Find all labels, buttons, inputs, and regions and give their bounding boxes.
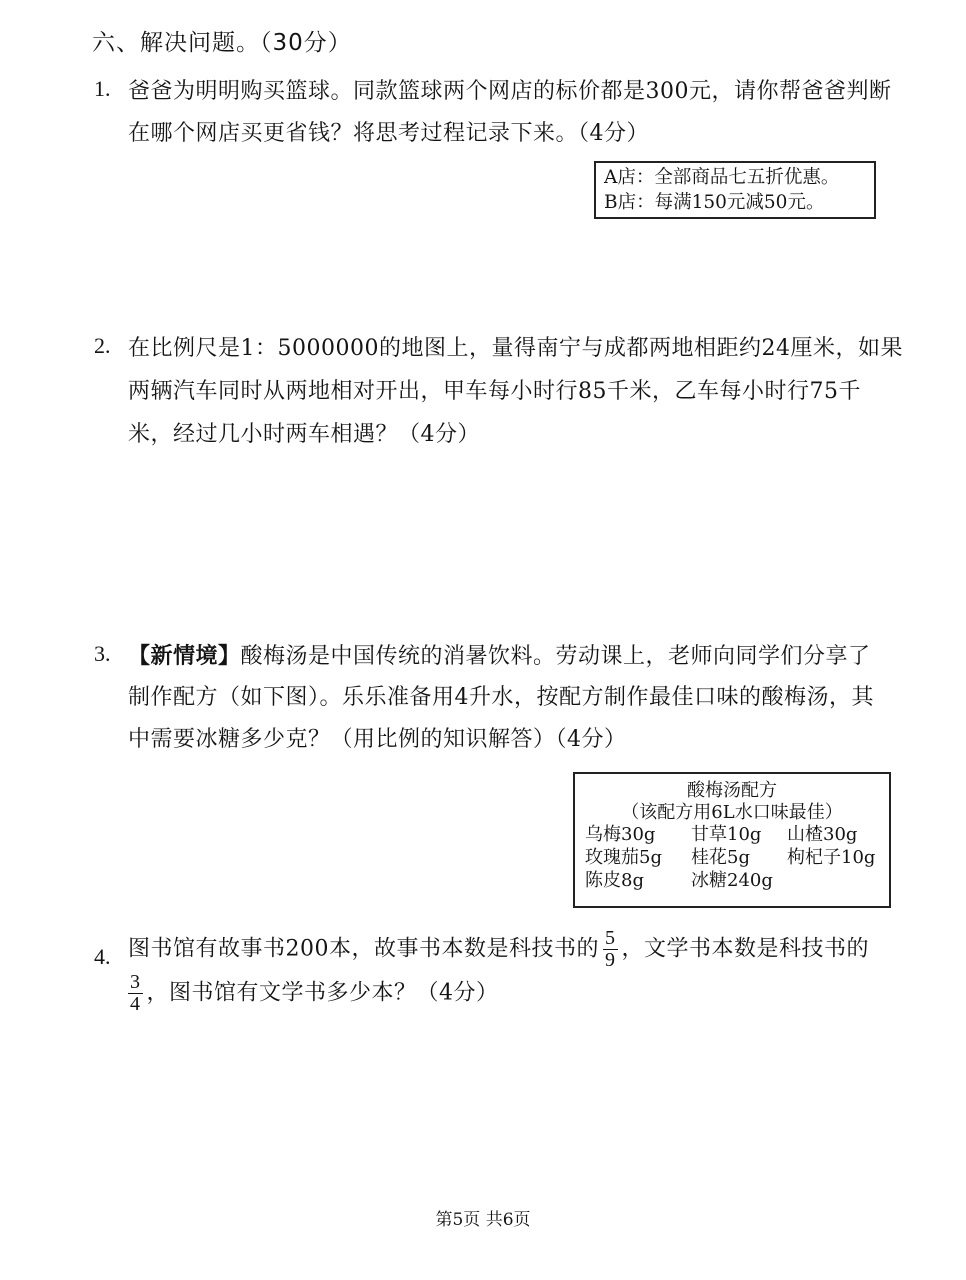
q2-line-3: 米，经过几小时两车相遇？（4分） [128,422,480,447]
q4-line-1 [128,928,869,971]
q2-number: 2. [94,333,111,358]
q3-line-1 [128,639,871,670]
q3-line-2: 制作配方（如下图）。乐乐准备用4升水，按配方制作最佳口味的酸梅汤，其 [128,685,874,710]
q4-line-1-a: 图书馆有故事书200本，故事书本数是科技书的 [128,936,599,962]
section-title: 六、解决问题。（30分） [92,30,352,56]
fraction-numerator: 5 [605,927,616,949]
recipe-item: 甘草10g [691,824,762,845]
q4-number: 4. [94,944,111,969]
q4-line-2 [124,972,499,1015]
q3-number: 3. [94,641,111,666]
q1-store-box [594,161,876,219]
recipe-subtitle: （该配方用6L水口味最佳） [621,802,843,823]
recipe-item: 乌梅30g [585,824,656,845]
recipe-item: 冰糖240g [691,870,773,891]
fraction-denominator: 9 [605,949,616,971]
recipe-item: 玫瑰茄5g [585,847,662,868]
fraction-denominator: 4 [130,993,141,1015]
store-a-offer: A店：全部商品七五折优惠。 [604,167,840,188]
q2-line-2: 两辆汽车同时从两地相对开出，甲车每小时行85千米，乙车每小时行75千 [128,379,861,404]
q4-line-1-b: ，文学书本数是科技书的 [621,936,870,962]
recipe-row [575,870,889,893]
q1-line-2: 在哪个网店买更省钱？将思考过程记录下来。（4分） [128,121,649,146]
q3-tag: 【新情境】 [128,643,241,669]
recipe-row [575,847,889,870]
recipe-title: 酸梅汤配方 [687,780,777,801]
recipe-item: 陈皮8g [585,870,644,891]
recipe-box [573,772,891,908]
recipe-item: 山楂30g [787,824,858,845]
q3-line-3: 中需要冰糖多少克？（用比例的知识解答）（4分） [128,727,627,752]
recipe-item: 桂花5g [691,847,750,868]
q4-line-2-text: ，图书馆有文学书多少本？（4分） [146,980,499,1006]
fraction-5-9 [603,928,618,971]
store-b-offer: B店：每满150元减50元。 [604,192,825,213]
fraction-numerator: 3 [130,971,141,993]
q1-line-1: 爸爸为明明购买篮球。同款篮球两个网店的标价都是300元，请你帮爸爸判断 [128,79,892,104]
recipe-row [575,824,889,847]
fraction-3-4 [128,972,143,1015]
page-footer: 第5页 共6页 [435,1210,531,1230]
q2-line-1: 在比例尺是1：5000000的地图上，量得南宁与成都两地相距约24厘米，如果 [128,336,903,361]
q1-number: 1. [94,76,111,101]
recipe-item: 枸杞子10g [787,847,876,868]
q3-line-1-text: 酸梅汤是中国传统的消暑饮料。劳动课上，老师向同学们分享了 [240,644,871,669]
